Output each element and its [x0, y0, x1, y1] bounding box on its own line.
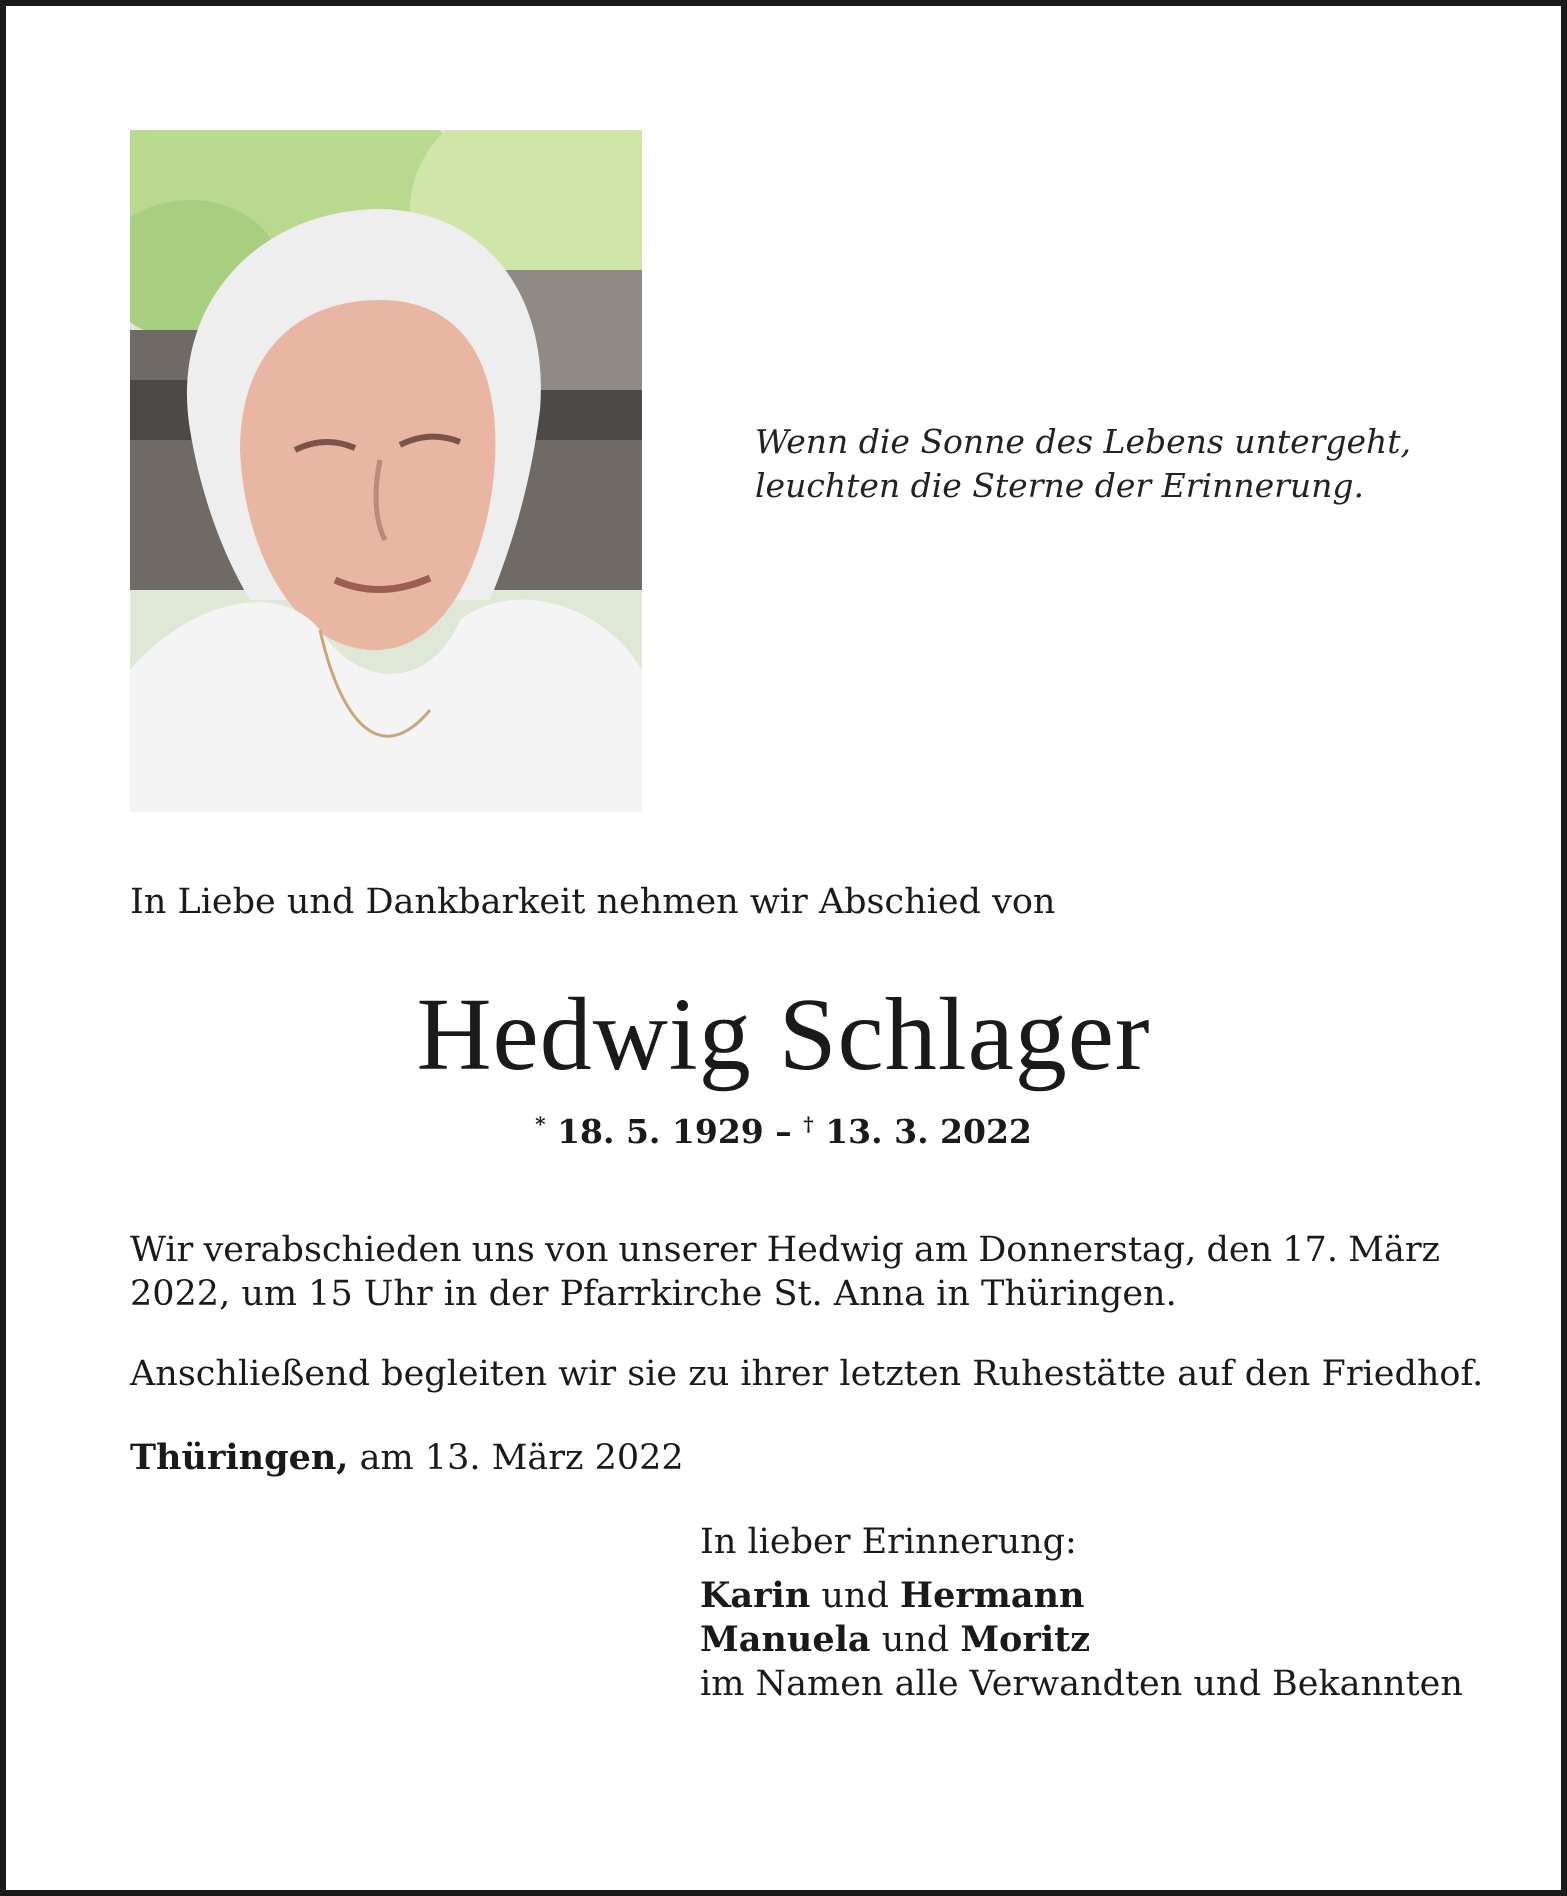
- word: uns: [471, 1230, 535, 1270]
- word: Hedwig: [766, 1230, 904, 1270]
- place: Thüringen,: [130, 1437, 349, 1478]
- life-dates: [0, 1102, 1567, 1154]
- portrait-photo: [130, 130, 642, 812]
- funeral-details-paragraph: [130, 1228, 1440, 1316]
- word: den: [1206, 1230, 1273, 1270]
- date: am 13. März 2022: [348, 1438, 684, 1478]
- quote-line-1: Wenn die Sonne des Lebens untergeht,: [755, 422, 1412, 461]
- word: unserer: [618, 1230, 757, 1270]
- funeral-details-line-2: 2022, um 15 Uhr in der Pfarrkirche St. Anna in Thüringen.: [130, 1274, 1177, 1314]
- intro-text: In Liebe und Dankbarkeit nehmen wir Abschied von: [130, 882, 1056, 922]
- word: Donnerstag,: [978, 1230, 1197, 1270]
- word: 17.: [1282, 1230, 1338, 1270]
- birth-date: 18. 5. 1929: [557, 1112, 764, 1151]
- word: am: [913, 1230, 969, 1270]
- conjunction: und: [870, 1620, 961, 1660]
- death-symbol: †: [803, 1112, 814, 1136]
- word: Wir: [130, 1230, 194, 1270]
- place-and-date: [130, 1436, 684, 1480]
- signature-closing: im Namen alle Verwandten und Bekannten: [700, 1664, 1463, 1704]
- birth-symbol: *: [535, 1112, 546, 1136]
- mourner-name: Hermann: [900, 1575, 1085, 1616]
- word: von: [544, 1230, 609, 1270]
- quote-line-2: leuchten die Sterne der Erinnerung.: [755, 466, 1365, 505]
- signature-heading: In lieber Erinnerung:: [700, 1522, 1077, 1562]
- mourner-name: Moritz: [960, 1619, 1091, 1660]
- signature-block: [700, 1520, 1463, 1706]
- burial-paragraph: Anschließend begleiten wir sie zu ihrer letzten Ruhestätte auf den Friedhof.: [130, 1354, 1484, 1394]
- word: verabschieden: [203, 1230, 462, 1270]
- deceased-name: Hedwig Schlager: [416, 977, 1151, 1092]
- death-date: 13. 3. 2022: [825, 1112, 1032, 1151]
- signature-row-1: [700, 1574, 1463, 1618]
- portrait-photo-icon: [130, 130, 642, 812]
- memorial-quote: [755, 420, 1475, 508]
- mourner-name: Manuela: [700, 1619, 871, 1660]
- conjunction: und: [810, 1576, 901, 1616]
- signature-row-2: [700, 1618, 1463, 1662]
- funeral-details-line-1: [130, 1228, 1440, 1272]
- date-separator: –: [763, 1112, 804, 1151]
- mourner-name: Karin: [700, 1575, 811, 1616]
- word: März: [1348, 1230, 1440, 1270]
